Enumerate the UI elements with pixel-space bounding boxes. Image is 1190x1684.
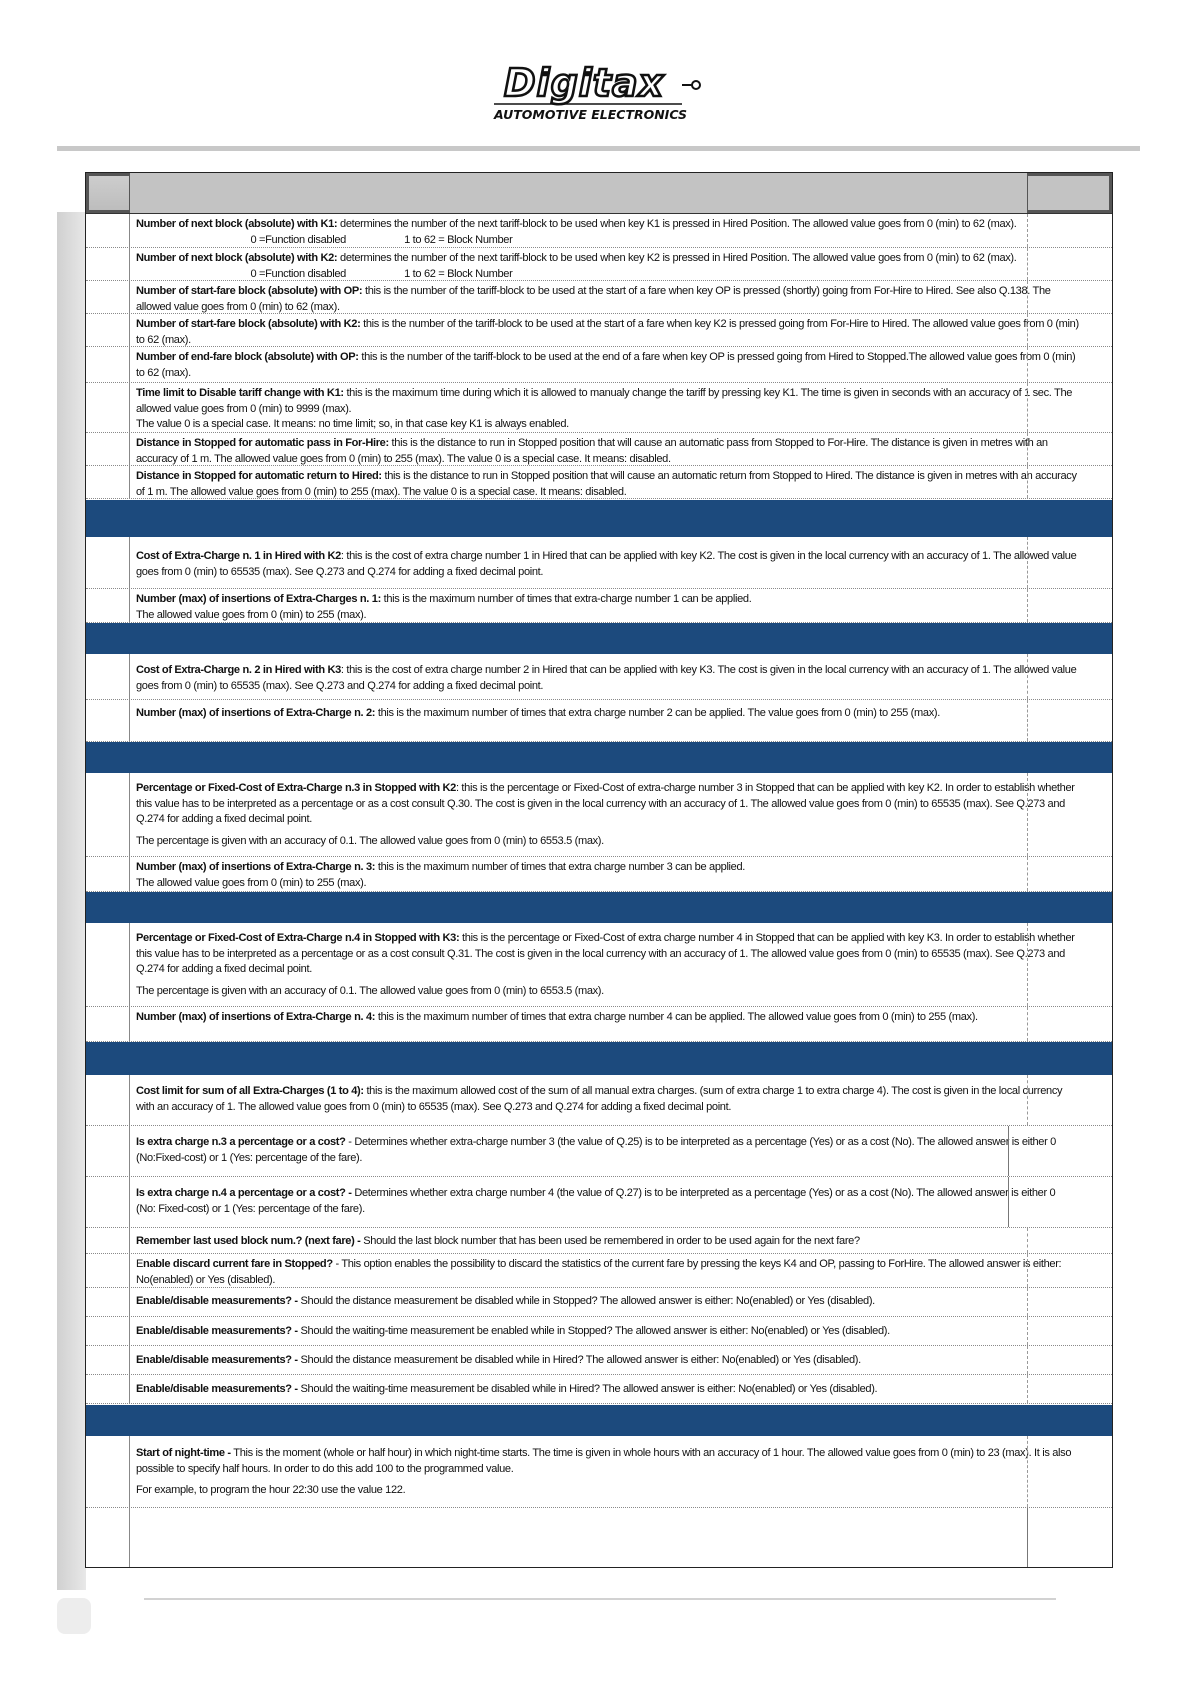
table-header (86, 173, 1112, 214)
row-description: Enable discard current fare in Stopped? - This option enables the possibility to discard the statistics of the current fare by pressing the keys K4 and OP, passing to ForHire. The allowed answer is either: No(enabled) or Yes (disabled). (136, 1258, 1062, 1286)
row-description: Number of start-fare block (absolute) with OP: this is the number of the tariff-block to be used at the start of a fare when key OP is pressed (shortly) going from For-Hire to Hired. See also Q.138. The allowed value goes from 0 (min) to 62 (max). (136, 285, 1051, 313)
row-description: Cost limit for sum of all Extra-Charges (1 to 4): this is the maximum allowed cost of the sum of all manual extra charges. (sum of extra charge 1 to extra charge 4). The cost is given in the local currency with an accuracy of 1. The allowed value goes from 0 (min) to 65535 (max). See Q.273 and Q.274 for adding a fixed decimal point. (136, 1085, 1063, 1113)
header-divider (57, 146, 1140, 151)
table-row (86, 383, 1112, 433)
logo-tagline: AUTOMOTIVE ELECTRONICS (494, 107, 688, 122)
footer-divider (144, 1598, 1056, 1600)
digitax-logo (490, 62, 710, 132)
row-description: Enable/disable measurements? - Should the distance measurement be disabled while in Stopped? The allowed answer is either: No(enabled) or Yes (disabled). (136, 1295, 875, 1307)
table-row (86, 1007, 1112, 1042)
row-description: Number (max) of insertions of Extra-Charges n. 1: this is the maximum number of times that extra-charge number 1 can be applied. The allowed value goes from 0 (min) to 255 (max). (136, 593, 752, 621)
page-side-bar (57, 212, 86, 1590)
table-row (86, 466, 1112, 499)
table-row (86, 347, 1112, 383)
header-value-cell (1027, 173, 1112, 213)
table-row (86, 589, 1112, 623)
section-band (86, 892, 1112, 923)
row-description: Number (max) of insertions of Extra-Charge n. 4: this is the maximum number of times that extra charge number 4 can be applied. The allowed value goes from 0 (min) to 255 (max). (136, 1011, 978, 1023)
row-description: Remember last used block num.? (next fare) - Should the last block number that has been used be remembered in order to be used again for the next fare? (136, 1235, 860, 1247)
table-row (86, 1126, 1112, 1177)
row-description: Enable/disable measurements? - Should the distance measurement be disabled while in Hired? The allowed answer is either: No(enabled) or Yes (disabled). (136, 1354, 861, 1366)
row-description: Start of night-time - This is the moment (whole or half hour) in which night-time starts. The time is given in whole hours with an accuracy of 1 hour. The allowed value goes from 0 (min) to 23 (max). It is also possible to specify half hours. In order to do this add 100 to the programmed value. For example, to program the hour 22:30 use the value 122. (136, 1447, 1072, 1497)
table-row (86, 433, 1112, 466)
row-description: Distance in Stopped for automatic pass in For-Hire: this is the distance to run in Stopped position that will cause an automatic pass from Stopped to For-Hire. The distance is given in metres with an accuracy of 1 m. The allowed value goes from 0 (min) to 255 (max). The value 0 is a special case. It means: disabled. (136, 437, 1048, 465)
option-disabled: 0 =Function disabled (250, 233, 346, 246)
row-description: Number of next block (absolute) with K1: determines the number of the next tariff-block to be used when key K1 is pressed in Hired Position. The allowed value goes from 0 (min) to 62 (max).0 =Function disabled 1 to 62 = Block Number (136, 217, 1080, 248)
logo-dot (692, 81, 700, 89)
table-row-empty (86, 1508, 1112, 1567)
table-row (86, 314, 1112, 347)
logo-wordmark: Digitax (504, 62, 665, 105)
table-row (86, 1288, 1112, 1317)
block-options (250, 267, 512, 283)
row-description: Enable/disable measurements? - Should the waiting-time measurement be disabled while in Hired? The allowed answer is either: No(enabled) or Yes (disabled). (136, 1383, 878, 1395)
row-description: Is extra charge n.3 a percentage or a cost? - Determines whether extra-charge number 3 (the value of Q.25) is to be interpreted as a percentage (Yes) or as a cost (No). The allowed answer is either 0 (No:Fixed-cost) or 1 (Yes: percentage of the fare). (136, 1136, 1056, 1164)
section-band (86, 500, 1112, 537)
section-band (86, 742, 1112, 773)
row-description: Number (max) of insertions of Extra-Charge n. 2: this is the maximum number of times that extra charge number 2 can be applied. The value goes from 0 (min) to 255 (max). (136, 707, 940, 719)
table-row (86, 1436, 1112, 1508)
row-description: Percentage or Fixed-Cost of Extra-Charge n.4 in Stopped with K3: this is the percentage or Fixed-Cost of extra charge number 4 in Stopped that can be applied with key K3. In order to establish whether this value has to be interpreted as a percentage or as a cost consult Q.31. The cost is given in the local currency with an accuracy of 1. The allowed value goes from 0 (min) to 65535 (max). See Q.273 and Q.274 for adding a fixed decimal point. The percentage is given with an accuracy of 0.1. The allowed value goes from 0 (min) to 6553.5 (max). (136, 932, 1075, 997)
table-row (86, 923, 1112, 1007)
row-description: Percentage or Fixed-Cost of Extra-Charge n.3 in Stopped with K2: this is the percentage or Fixed-Cost of extra-charge number 3 in Stopped that can be applied with key K2. In order to establish whether this value has to be interpreted as a percentage or as a cost consult Q.30. The cost is given in the local currency with an accuracy of 1. The allowed value goes from 0 (min) to 65535 (max). See Q.273 and Q.274 for adding a fixed decimal point. The percentage is given with an accuracy of 0.1. The allowed value goes from 0 (min) to 6553.5 (max). (136, 782, 1075, 847)
table-row (86, 281, 1112, 314)
header-number-cell (86, 173, 130, 213)
table-row (86, 1317, 1112, 1346)
row-description: Number of next block (absolute) with K2: determines the number of the next tariff-block to be used when key K2 is pressed in Hired Position. The allowed value goes from 0 (min) to 62 (max).0 =Function disabled 1 to 62 = Block Number (136, 251, 1080, 282)
row-description: Cost of Extra-Charge n. 2 in Hired with K3: this is the cost of extra charge number 2 in Hired that can be applied with key K3. The cost is given in the local currency with an accuracy of 1. The allowed value goes from 0 (min) to 65535 (max). See Q.273 and Q.274 for adding a fixed decimal point. (136, 664, 1077, 692)
row-description: Time limit to Disable tariff change with K1: this is the maximum time during which it is allowed to manualy change the tariff by pressing key K1. The time is given in seconds with an accuracy of 1 sec. The allowed value goes from 0 (min) to 9999 (max). The value 0 is a special case. It means: no time limit; so, in that case key K1 is always enabled. (136, 387, 1073, 431)
table-row (86, 1177, 1112, 1228)
table-row (86, 700, 1112, 742)
table-row (86, 537, 1112, 589)
row-description: Number of start-fare block (absolute) with K2: this is the number of the tariff-block to be used at the start of a fare when key K2 is pressed going from For-Hire to Hired. The allowed value goes from 0 (min) to 62 (max). (136, 318, 1079, 346)
table-row (86, 1375, 1112, 1404)
row-description: Cost of Extra-Charge n. 1 in Hired with K2: this is the cost of extra charge number 1 in Hired that can be applied with key K2. The cost is given in the local currency with an accuracy of 1. The allowed value goes from 0 (min) to 65535 (max). See Q.273 and Q.274 for adding a fixed decimal point. (136, 550, 1077, 578)
table-row (86, 214, 1112, 248)
row-description: Distance in Stopped for automatic return to Hired: this is the distance to run in Stopped position that will cause an automatic return from Stopped to Hired. The distance is given in metres with an accuracy of 1 m. The allowed value goes from 0 (min) to 255 (max). The value 0 is a special case. It means: disabled. (136, 470, 1077, 498)
parameter-table (85, 172, 1113, 1568)
section-band (86, 623, 1112, 654)
row-description: Enable/disable measurements? - Should the waiting-time measurement be enabled while in Stopped? The allowed answer is either: No(enabled) or Yes (disabled). (136, 1325, 890, 1337)
table-row (86, 1346, 1112, 1375)
table-row (86, 857, 1112, 892)
section-band (86, 1042, 1112, 1075)
option-block-number: 1 to 62 = Block Number (404, 267, 513, 280)
page-side-tab (57, 1598, 91, 1634)
table-row (86, 773, 1112, 857)
section-band (86, 1405, 1112, 1436)
table-row (86, 1254, 1112, 1288)
option-block-number: 1 to 62 = Block Number (404, 233, 513, 246)
table-row (86, 1075, 1112, 1126)
table-row (86, 654, 1112, 700)
row-description: Number (max) of insertions of Extra-Charge n. 3: this is the maximum number of times that extra charge number 3 can be applied. The allowed value goes from 0 (min) to 255 (max). (136, 861, 746, 889)
option-disabled: 0 =Function disabled (250, 267, 346, 280)
row-description: Number of end-fare block (absolute) with OP: this is the number of the tariff-block to be used at the end of a fare when key OP is pressed going from Hired to Stopped.The allowed value goes from 0 (min) to 62 (max). (136, 351, 1076, 379)
row-description: Is extra charge n.4 a percentage or a cost? - Determines whether extra charge number 4 (the value of Q.27) is to be interpreted as a percentage (Yes) or as a cost (No). The allowed answer is either 0 (No: Fixed-cost) or 1 (Yes: percentage of the fare). (136, 1187, 1056, 1215)
table-row (86, 248, 1112, 281)
block-options (250, 233, 512, 249)
table-row (86, 1228, 1112, 1254)
